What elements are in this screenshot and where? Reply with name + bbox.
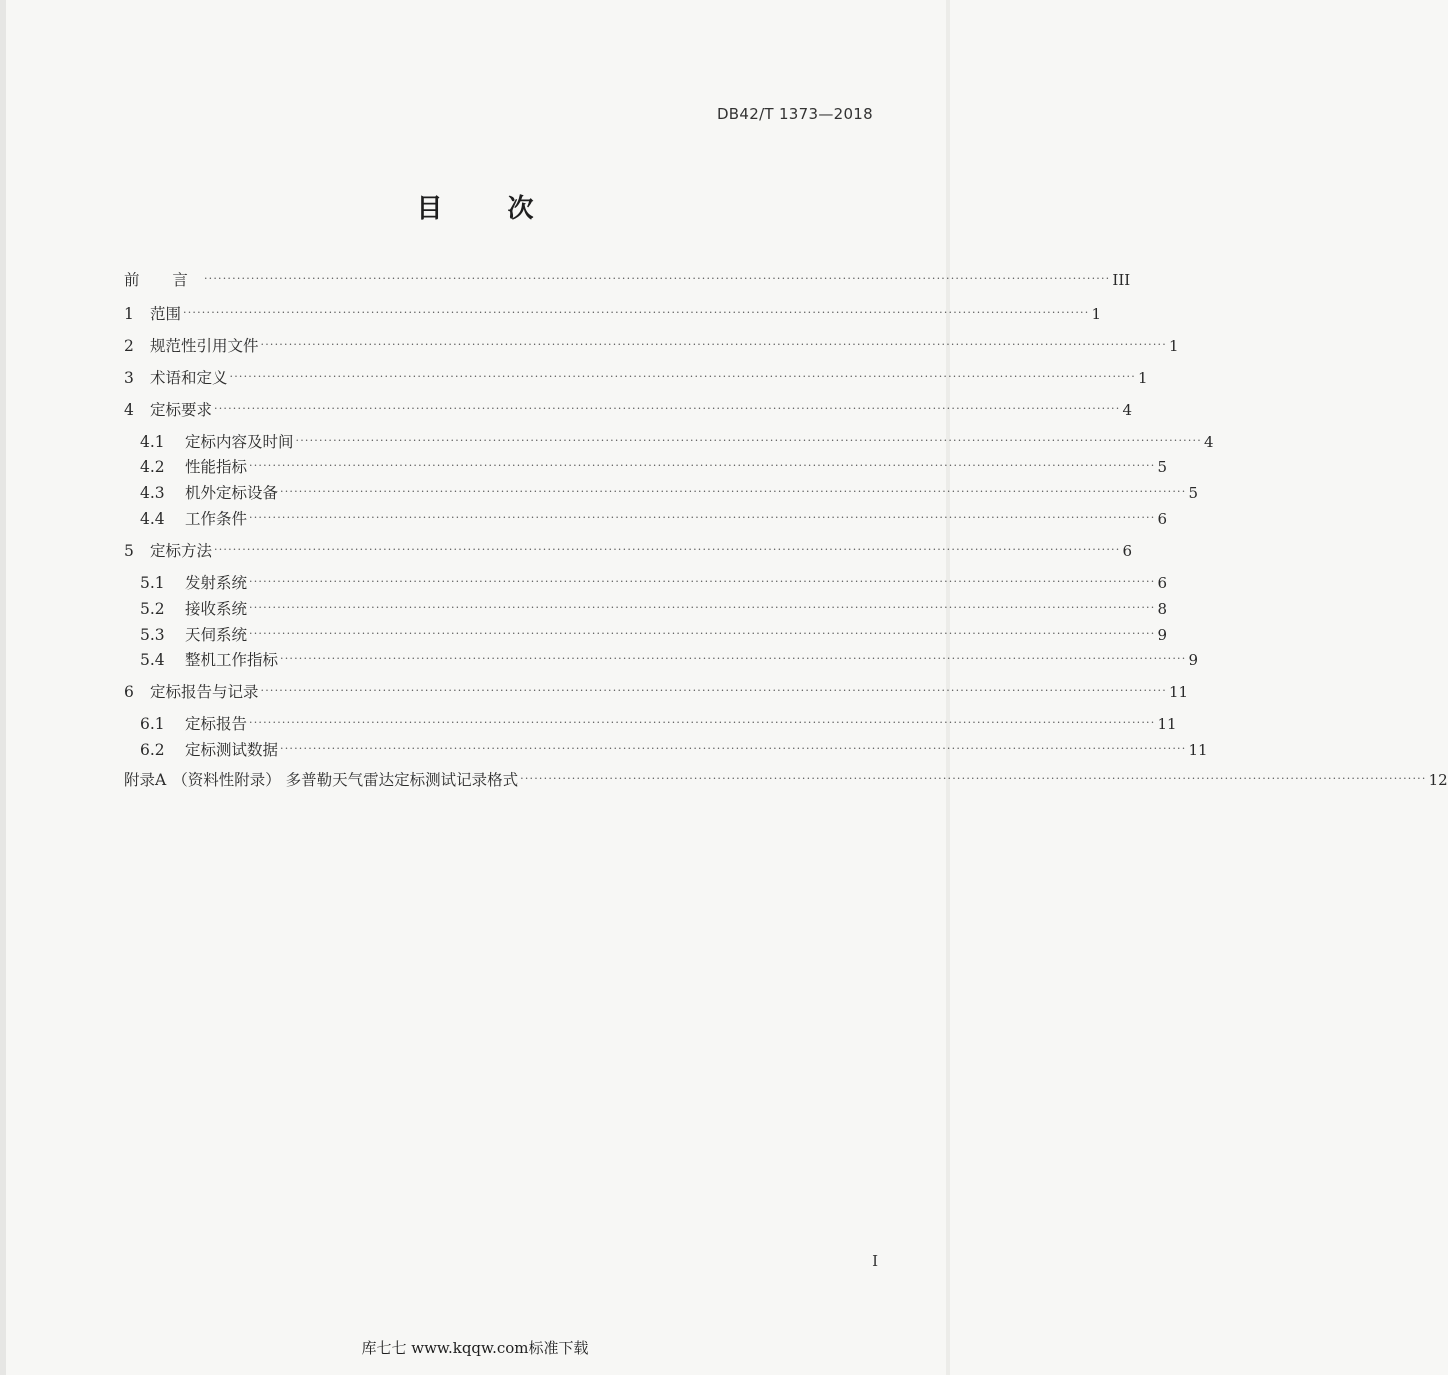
toc-leader-dots: ································································································································································································· xyxy=(249,459,1156,472)
toc-entry-number: 附录A xyxy=(124,771,167,789)
toc-entry-page: 1 xyxy=(1091,305,1102,323)
toc-entry-label: 性能指标 xyxy=(185,458,248,476)
toc-leader-dots: ································································································································································································· xyxy=(183,306,1090,319)
toc-entry-page: 4 xyxy=(1122,401,1133,419)
page-number: I xyxy=(872,1252,878,1270)
toc-leader-dots: ································································································································································································· xyxy=(280,485,1187,498)
toc-entry-number: 5.3 xyxy=(140,626,165,644)
toc-leader-dots: ································································································································································································· xyxy=(520,772,1427,785)
toc-leader-dots: ································································································································································································· xyxy=(295,434,1202,447)
toc-entry-5[interactable] xyxy=(124,541,1133,561)
toc-entry-5-4[interactable] xyxy=(140,650,1199,670)
toc-entry-4-3[interactable] xyxy=(140,483,1199,503)
toc-leader-dots: ································································································································································································· xyxy=(214,543,1121,556)
toc-entry-label: 机外定标设备 xyxy=(185,484,279,502)
toc-entry-label: 天伺系统 xyxy=(185,626,248,644)
toc-entry-page: 6 xyxy=(1157,574,1168,592)
toc-entry-page: 6 xyxy=(1122,542,1133,560)
toc-entry-number: 6.2 xyxy=(140,741,165,759)
toc-title: 目 次 xyxy=(416,194,562,224)
toc-entry-number: 2 xyxy=(124,337,134,355)
toc-entry-4-2[interactable] xyxy=(140,457,1168,477)
toc-entry-page: 8 xyxy=(1157,600,1168,618)
toc-entry-page: 6 xyxy=(1157,510,1168,528)
toc-entry-page: 1 xyxy=(1137,369,1148,387)
toc-entry-label: 定标报告 xyxy=(185,715,248,733)
toc-entry-page: 5 xyxy=(1157,458,1168,476)
toc-entry-appendix-a[interactable] xyxy=(124,770,1448,790)
toc-entry-4-4[interactable] xyxy=(140,509,1168,529)
toc-leader-dots: ································································································································································································· xyxy=(260,684,1167,697)
toc-entry-label: 工作条件 xyxy=(185,510,248,528)
toc-leader-dots: ································································································································································································· xyxy=(249,511,1156,524)
toc-leader-dots: ································································································································································································· xyxy=(203,272,1111,285)
toc-entry-5-3[interactable] xyxy=(140,625,1168,645)
toc-entry-number: 4.1 xyxy=(140,433,165,451)
toc-entry-number: 1 xyxy=(124,305,134,323)
toc-entry-page: 11 xyxy=(1168,683,1189,701)
toc-leader-dots: ································································································································································································· xyxy=(249,575,1156,588)
toc-entry-foreword[interactable] xyxy=(124,270,1131,290)
toc-entry-page: 11 xyxy=(1157,715,1177,733)
toc-entry-number: 前 言 xyxy=(124,271,202,289)
toc-leader-dots: ································································································································································································· xyxy=(280,742,1187,755)
toc-entry-page: 5 xyxy=(1188,484,1199,502)
toc-entry-5-2[interactable] xyxy=(140,599,1168,619)
toc-entry-3[interactable] xyxy=(124,368,1148,388)
toc-leader-dots: ································································································································································································· xyxy=(280,652,1187,665)
toc-entry-label: 定标内容及时间 xyxy=(185,433,294,451)
toc-leader-dots: ································································································································································································· xyxy=(249,627,1156,640)
toc-leader-dots: ································································································································································································· xyxy=(249,716,1156,729)
toc-entry-label: 定标要求 xyxy=(150,401,213,419)
toc-entry-4[interactable] xyxy=(124,400,1133,420)
toc-leader-dots: ································································································································································································· xyxy=(249,601,1156,614)
toc-entry-label: 规范性引用文件 xyxy=(150,337,259,355)
toc-leader-dots: ································································································································································································· xyxy=(260,338,1167,351)
toc-entry-label: 定标报告与记录 xyxy=(150,683,259,701)
toc-entry-label: 接收系统 xyxy=(185,600,248,618)
toc-entry-page: III xyxy=(1112,271,1131,289)
toc-entry-number: 4.4 xyxy=(140,510,165,528)
toc-entry-number: 4.3 xyxy=(140,484,165,502)
toc-entry-number: 5.4 xyxy=(140,651,165,669)
toc-leader-dots: ································································································································································································· xyxy=(229,370,1136,383)
toc-entry-label: 范围 xyxy=(150,305,182,323)
toc-entry-number: 5.1 xyxy=(140,574,165,592)
toc-entry-page: 1 xyxy=(1168,337,1179,355)
toc-entry-page: 4 xyxy=(1203,433,1214,451)
toc-entry-page: 9 xyxy=(1157,626,1168,644)
document-code: DB42/T 1373—2018 xyxy=(716,105,873,123)
toc-entry-label: （资料性附录） 多普勒天气雷达定标测试记录格式 xyxy=(172,771,519,789)
toc-entry-label: 定标方法 xyxy=(150,542,213,560)
toc-entry-number: 5 xyxy=(124,542,134,560)
toc-entry-page: 9 xyxy=(1188,651,1199,669)
toc-entry-6-1[interactable] xyxy=(140,714,1177,734)
toc-entry-label: 定标测试数据 xyxy=(185,741,279,759)
toc-entry-number: 6 xyxy=(124,683,134,701)
toc-entry-number: 4 xyxy=(124,401,134,419)
toc-entry-number: 5.2 xyxy=(140,600,165,618)
toc-entry-number: 6.1 xyxy=(140,715,165,733)
toc-entry-label: 术语和定义 xyxy=(150,369,228,387)
toc-entry-number: 3 xyxy=(124,369,134,387)
toc-entry-page: 12 xyxy=(1428,771,1448,789)
toc-entry-label: 发射系统 xyxy=(185,574,248,592)
toc-entry-5-1[interactable] xyxy=(140,573,1168,593)
toc-entry-6[interactable] xyxy=(124,682,1189,702)
toc-entry-4-1[interactable] xyxy=(140,432,1214,452)
toc-entry-page: 11 xyxy=(1188,741,1208,759)
toc-entry-1[interactable] xyxy=(124,304,1102,324)
toc-entry-label: 整机工作指标 xyxy=(185,651,279,669)
toc-leader-dots: ································································································································································································· xyxy=(214,402,1121,415)
toc-entry-number: 4.2 xyxy=(140,458,165,476)
download-watermark: 库七七 www.kqqw.com标准下载 xyxy=(361,1339,589,1357)
toc-entry-2[interactable] xyxy=(124,336,1179,356)
toc-entry-6-2[interactable] xyxy=(140,740,1208,760)
